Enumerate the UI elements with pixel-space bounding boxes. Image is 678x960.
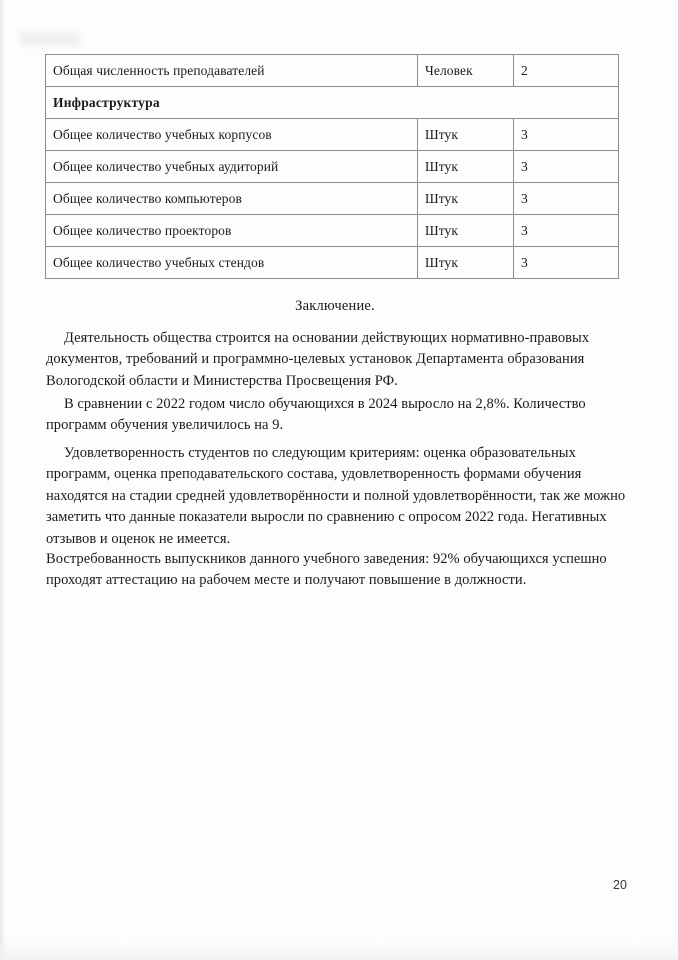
table-cell-value: 2 xyxy=(514,55,619,87)
table-cell-value: 3 xyxy=(514,151,619,183)
table-cell-name: Общее количество проекторов xyxy=(46,215,418,247)
table-cell-name: Общее количество учебных стендов xyxy=(46,247,418,279)
table-section-row xyxy=(46,87,619,119)
indicators-table xyxy=(45,54,619,279)
table-row xyxy=(46,55,619,87)
table-cell-unit: Штук xyxy=(418,119,514,151)
section-heading: Заключение. xyxy=(295,298,375,314)
table-cell-value: 3 xyxy=(514,183,619,215)
table-section-label: Инфраструктура xyxy=(46,87,619,119)
table-cell-unit: Штук xyxy=(418,215,514,247)
page-number: 20 xyxy=(613,878,627,892)
table-cell-name: Общее количество компьютеров xyxy=(46,183,418,215)
table-row xyxy=(46,215,619,247)
paragraph-activity-basis: Деятельность общества строится на основании действующих нормативно-правовых документов, требований и программно-целевых установок Департамента образования Вологодской области и Министерства Просвещения РФ. xyxy=(46,330,590,389)
table-cell-unit: Штук xyxy=(418,247,514,279)
paragraph-enrollment-comparison: В сравнении с 2022 годом число обучающихся в 2024 выросло на 2,8%. Количество программ обучения увеличилось на 9. xyxy=(46,396,586,434)
table-row xyxy=(46,119,619,151)
table-cell-value: 3 xyxy=(514,215,619,247)
table-cell-unit: Штук xyxy=(418,151,514,183)
table-cell-name: Общее количество учебных корпусов xyxy=(46,119,418,151)
table-cell-value: 3 xyxy=(514,119,619,151)
paragraph-graduate-demand: Востребованность выпускников данного учебного заведения: 92% обучающихся успешно проходят аттестацию на рабочем месте и получают повышение в должности. xyxy=(46,551,607,589)
table-row xyxy=(46,183,619,215)
table-cell-name: Общая численность преподавателей xyxy=(46,55,418,87)
indicators-table-body xyxy=(46,55,619,279)
table-cell-unit: Штук xyxy=(418,183,514,215)
paragraph-student-satisfaction: Удовлетворенность студентов по следующим критериям: оценка образовательных программ, оценка преподавательского состава, удовлетворенность формами обучения находятся на стадии средней удовлетворённости и полной удовлетворённости, так же можно заметить что данные показатели выросли по сравнению с опросом 2022 года. Негативных отзывов и оценок не имеется. xyxy=(46,445,626,547)
table-row xyxy=(46,151,619,183)
table-cell-unit: Человек xyxy=(418,55,514,87)
table-row xyxy=(46,247,619,279)
table-cell-value: 3 xyxy=(514,247,619,279)
table-cell-name: Общее количество учебных аудиторий xyxy=(46,151,418,183)
